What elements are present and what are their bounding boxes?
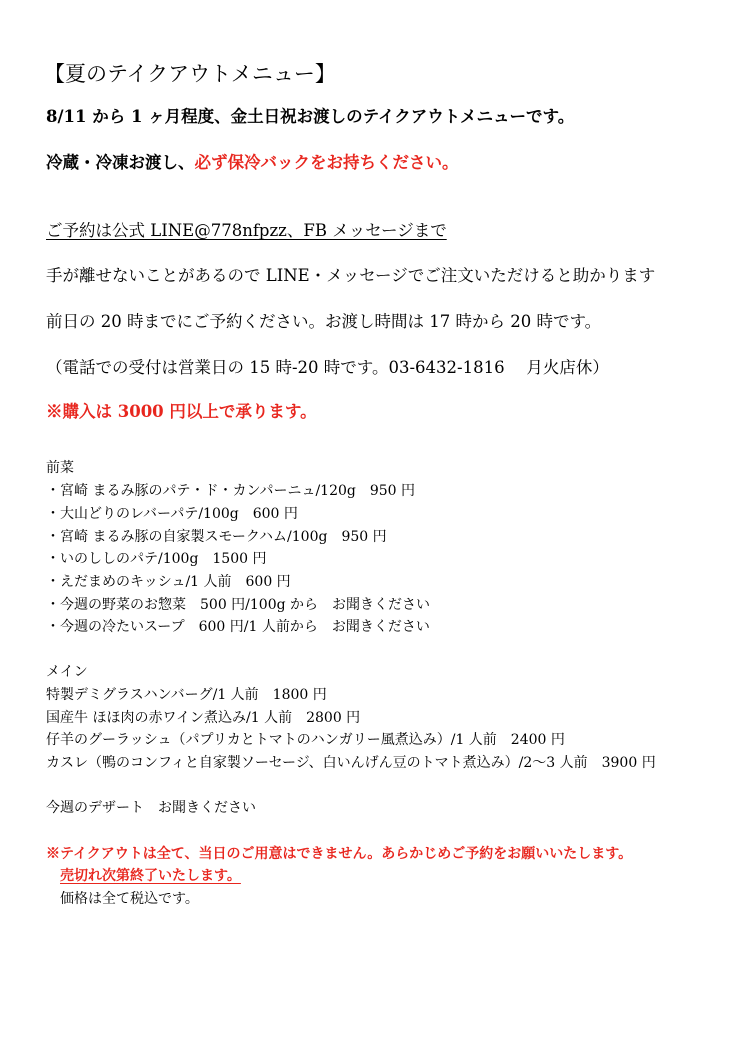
menu-item: ・宮崎 まるみ豚のパテ・ド・カンパーニュ/120g 950 円	[46, 483, 416, 499]
sold-out-notice: 売切れ次第終了いたします。	[60, 868, 241, 884]
dessert-line: 今週のデザート お聞きください	[46, 800, 256, 816]
tax-note: 価格は全て税込です。	[60, 891, 199, 907]
main-heading: メイン	[46, 664, 88, 680]
menu-item: ・宮崎 まるみ豚の自家製スモークハム/100g 950 円	[46, 529, 387, 545]
menu-item: ・今週の野菜のお惣菜 500 円/100g から お聞きください	[46, 597, 431, 613]
menu-item: ・えだまめのキッシュ/1 人前 600 円	[46, 574, 291, 590]
reservation-deadline: 前日の 20 時までにご予約ください。お渡し時間は 17 時から 20 時です。	[46, 312, 602, 331]
cooler-bag-warning: 必ず保冷バックをお持ちください。	[194, 153, 459, 172]
reservation-note: 手が離せないことがあるので LINE・メッセージでご注文いただけると助かります	[46, 266, 656, 285]
menu-item: 国産牛 ほほ肉の赤ワイン煮込み/1 人前 2800 円	[46, 710, 361, 726]
menu-item: 特製デミグラスハンバーグ/1 人前 1800 円	[46, 687, 327, 703]
phone-info: （電話での受付は営業日の 15 時-20 時です。03-6432-1816 月火店休）	[46, 358, 609, 377]
cold-delivery-notice	[46, 149, 459, 173]
intro-text: 8/11 から 1 ヶ月程度、金土日祝お渡しのテイクアウトメニューです。	[46, 107, 575, 126]
cold-notice-text: 冷蔵・冷凍お渡し、	[46, 153, 195, 172]
minimum-purchase-notice: ※購入は 3000 円以上で承ります。	[46, 402, 317, 421]
menu-item: ・いのししのパテ/100g 1500 円	[46, 551, 267, 567]
appetizer-heading: 前菜	[46, 460, 74, 476]
menu-item: ・今週の冷たいスープ 600 円/1 人前から お聞きください	[46, 619, 430, 635]
page-title: 【夏のテイクアウトメニュー】	[44, 62, 336, 86]
menu-item: ・大山どりのレバーパテ/100g 600 円	[46, 506, 298, 522]
reservation-heading: ご予約は公式 LINE@778nfpzz、FB メッセージまで	[46, 221, 447, 240]
takeout-notice: ※テイクアウトは全て、当日のご用意はできません。あらかじめご予約をお願いいたします。	[46, 846, 633, 862]
menu-item: カスレ（鴨のコンフィと自家製ソーセージ、白いんげん豆のトマト煮込み）/2〜3 人前 3900 円	[46, 755, 656, 771]
menu-item: 仔羊のグーラッシュ（パプリカとトマトのハンガリー風煮込み）/1 人前 2400 円	[46, 732, 565, 748]
